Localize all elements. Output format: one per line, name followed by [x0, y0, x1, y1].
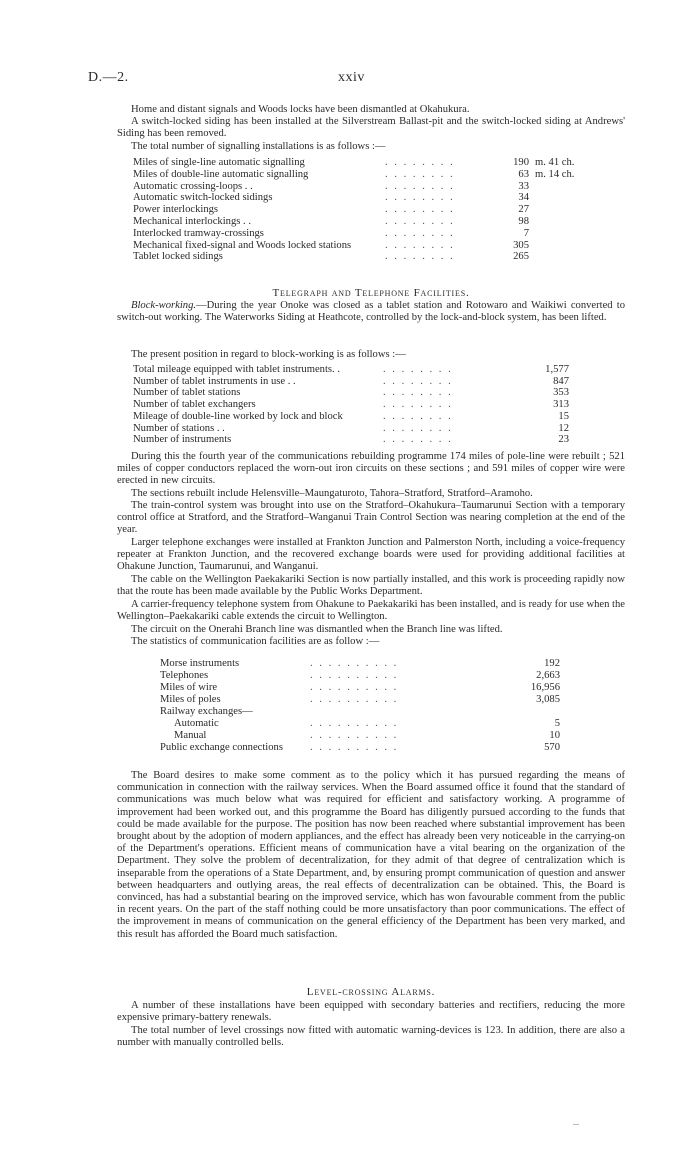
row-value: 16,956	[530, 682, 560, 693]
exchanges-paragraph: Larger telephone exchanges were installed at Frankton Junction and Palmerston North, including a voice-frequency repeater at Frankton Junction, and the recovered exchange boards were used for providing additional facilities at Ohakune Junction, Taumarunui, and Wanganui.	[117, 537, 625, 573]
row-label: Mileage of double-line worked by lock and block	[133, 410, 343, 422]
row-label: Number of stations . .	[133, 422, 225, 434]
row-value: 192	[544, 658, 560, 669]
row-value: 2,663	[536, 670, 560, 681]
signalling-row	[133, 204, 553, 216]
row-value: 190	[513, 157, 529, 168]
dot-leader: . . . . . . . . . .	[310, 670, 399, 681]
row-value: 1,577	[545, 364, 569, 375]
signalling-intro: The total number of signalling installations is as follows :—	[131, 141, 386, 152]
statistics-row	[160, 658, 590, 670]
statistics-row	[160, 682, 590, 694]
statistics-row	[160, 730, 590, 742]
signalling-row	[133, 216, 553, 228]
dot-leader: . . . . . . . . . .	[310, 682, 399, 693]
okahukura-paragraph: Home and distant signals and Woods locks have been dismantled at Okahukura.	[131, 104, 470, 115]
dot-leader: . . . . . . . .	[383, 410, 453, 422]
row-label: Number of instruments	[133, 434, 232, 446]
dot-leader: . . . . . . . . . .	[310, 694, 399, 705]
block-row	[133, 376, 573, 388]
row-value: 847	[553, 375, 569, 387]
page-mark	[573, 1124, 579, 1125]
row-label: Number of tablet instruments in use . .	[133, 375, 296, 387]
dot-leader: . . . . . . . .	[383, 434, 453, 446]
block-working-paragraph	[117, 300, 625, 324]
statistics-row	[160, 742, 590, 754]
block-position-intro: The present position in regard to block-working is as follows :—	[131, 349, 406, 360]
dot-leader: . . . . . . . . . .	[310, 658, 399, 669]
row-value: 305	[513, 239, 529, 251]
carrier-frequency-paragraph: A carrier-frequency telephone system from Ohakune to Paekakariki has been installed, and is ready for use when the Wellington–Paekakariki cable extends the circuit to Wellington.	[117, 599, 625, 623]
row-value: 570	[544, 742, 560, 753]
row-value: 27	[518, 204, 529, 216]
board-policy-paragraph: The Board desires to make some comment as to the policy which it has pursued regarding the means of communication in connection with the railway services. When the Board assumed office it found that the standard of communications was much below what was required for efficient and satisfactory working. A programme of improvement had been worked out, and this programme the Board has diligently pursued according to the funds that could be made available for the purpose. The position has now been reached where substantial improvement has been brought about by the adoption of modern appliances, and the effect has already been very noticeable in the carrying-on of the Department's operations. Efficient means of communication have a vital bearing on the organization of the Department. They solve the problem of decentralization, for they admit of that degree of centralization which is inseparable from the operations of a State Department, and, by ensuring prompt communication of question and answer between headquarters and outlying areas, the real effects of decentralization can be obtained. This, the Board is convinced, has had a substantial bearing on the improved service, which has won favourable comment from the public in recent years. On the part of the staff nothing could be more unsatisfactory than poor communications. The effect of the improvement in means of communication on the general efficiency of the Department has been very marked, and this result has afforded the Board much satisfaction.	[117, 770, 625, 940]
row-value: 15	[558, 410, 569, 422]
row-value: 313	[553, 399, 569, 411]
dot-leader: . . . . . . . .	[383, 422, 453, 434]
row-label: Power interlockings	[133, 204, 219, 216]
row-label: Mechanical fixed-signal and Woods locked stations	[133, 239, 352, 251]
telegraph-heading: Telegraph and Telephone Facilities.	[272, 287, 470, 299]
dot-leader: . . . . . . . .	[385, 239, 455, 251]
row-value: 10	[549, 730, 560, 741]
statistics-row	[160, 718, 590, 730]
signalling-row	[133, 168, 575, 181]
block-working-text: —During the year Onoke was closed as a tablet station and Rotowaro and Waikiwi converted to switch-out working. The Waterworks Siding at Heathcote, controlled by the lock-and-block system, has been lifted.	[117, 300, 625, 324]
train-control-paragraph: The train-control system was brought into use on the Stratford–Okahukura–Taumarunui Section with a temporary control office at Stratford, and the Stratford–Wanganui Train Control Section was nearing completion at the end of the year.	[117, 500, 625, 536]
row-label: Miles of wire	[160, 682, 218, 693]
signalling-row	[133, 228, 553, 240]
row-value: 12	[558, 422, 569, 434]
dot-leader: . . . . . . . .	[385, 227, 455, 239]
level-crossing-heading: Level-crossing Alarms.	[306, 986, 436, 998]
block-row	[133, 423, 573, 435]
statistics-row	[160, 670, 590, 682]
row-label: Automatic crossing-loops . .	[133, 180, 253, 192]
dot-leader: . . . . . . . .	[385, 216, 455, 227]
row-value: 353	[553, 387, 569, 399]
row-label: Automatic switch-locked sidings	[133, 192, 273, 204]
dot-leader: . . . . . . . .	[385, 204, 455, 216]
row-value: 63	[518, 168, 529, 180]
block-row	[133, 411, 573, 423]
dot-leader: . . . . . . . . . .	[310, 730, 399, 741]
dot-leader: . . . . . . . .	[383, 364, 453, 375]
statistics-row	[160, 706, 590, 718]
dot-leader: . . . . . . . .	[383, 387, 453, 399]
row-unit: m. 14 ch.	[535, 168, 575, 180]
statistics-row	[160, 694, 590, 706]
row-label: Automatic	[174, 718, 219, 729]
sections-rebuilt-paragraph: The sections rebuilt include Helensville–Maungaturoto, Tahora–Stratford, Stratford–Aramoho.	[131, 488, 533, 499]
signalling-row	[133, 192, 553, 204]
row-value: 265	[513, 251, 529, 263]
row-label: Miles of double-line automatic signalling	[133, 168, 309, 180]
block-row	[133, 364, 573, 376]
dot-leader: . . . . . . . .	[383, 399, 453, 411]
block-row	[133, 434, 573, 446]
row-value: 3,085	[536, 694, 560, 705]
document-reference: D.—2.	[88, 70, 129, 85]
dot-leader: . . . . . . . . . .	[310, 742, 399, 753]
row-value: 7	[523, 227, 529, 239]
row-value: 33	[518, 180, 529, 192]
row-label: Number of tablet stations	[133, 387, 241, 399]
dot-leader: . . . . . . . .	[385, 251, 455, 263]
silverstream-paragraph: A switch-locked siding has been installed at the Silverstream Ballast-pit and the switch-locked siding at Andrews' Siding has been removed.	[117, 116, 625, 140]
dot-leader: . . . . . . . .	[383, 375, 453, 387]
cable-paragraph: The cable on the Wellington Paekakariki Section is now partially installed, and this work is proceeding rapidly now that the route has been made available by the Public Works Department.	[117, 574, 625, 598]
statistics-intro: The statistics of communication facilities are as follow :—	[131, 636, 380, 647]
onerahi-paragraph: The circuit on the Onerahi Branch line was dismantled when the Branch line was lifted.	[131, 624, 503, 635]
signalling-row	[133, 251, 553, 263]
row-value: 5	[554, 718, 560, 729]
row-label: Public exchange connections	[160, 742, 283, 753]
row-label: Morse instruments	[160, 658, 240, 669]
row-value: 23	[558, 434, 569, 446]
block-row	[133, 387, 573, 399]
dot-leader: . . . . . . . .	[385, 192, 455, 204]
row-value: 34	[518, 192, 529, 204]
row-label: Total mileage equipped with tablet instruments. .	[133, 364, 340, 375]
dot-leader: . . . . . . . . . .	[310, 718, 399, 729]
page-number: xxiv	[338, 70, 365, 85]
row-value: 98	[518, 216, 529, 227]
row-label: Miles of poles	[160, 694, 221, 705]
signalling-row	[133, 181, 553, 193]
row-label: Number of tablet exchangers	[133, 399, 256, 411]
row-label: Interlocked tramway-crossings	[133, 227, 264, 239]
block-working-lead: Block-working.	[131, 300, 197, 311]
row-label: Railway exchanges—	[160, 706, 253, 717]
row-label: Telephones	[160, 670, 209, 681]
dot-leader: . . . . . . . .	[385, 180, 455, 192]
row-label: Mechanical interlockings . .	[133, 216, 251, 227]
row-label: Tablet locked sidings	[133, 251, 223, 263]
row-label: Manual	[174, 730, 207, 741]
signalling-row	[133, 240, 553, 252]
row-unit: m. 41 ch.	[535, 157, 575, 168]
warning-devices-paragraph: The total number of level crossings now fitted with automatic warning-devices is 123. In addition, there are also a number with manually controlled bells.	[117, 1025, 625, 1049]
dot-leader: . . . . . . . .	[385, 157, 455, 168]
alarms-paragraph: A number of these installations have been equipped with secondary batteries and rectifiers, reducing the more expensive primary-battery renewals.	[117, 1000, 625, 1024]
rebuilding-paragraph: During this the fourth year of the communications rebuilding programme 174 miles of pole-line were rebuilt ; 521 miles of copper conductors replaced the worn-out iron circuits on these sections ; and 591 miles of copper wire were erected in new circuits.	[117, 451, 625, 487]
block-row	[133, 399, 573, 411]
signalling-row	[133, 157, 575, 169]
dot-leader: . . . . . . . .	[385, 168, 455, 180]
row-label: Miles of single-line automatic signalling	[133, 157, 305, 168]
